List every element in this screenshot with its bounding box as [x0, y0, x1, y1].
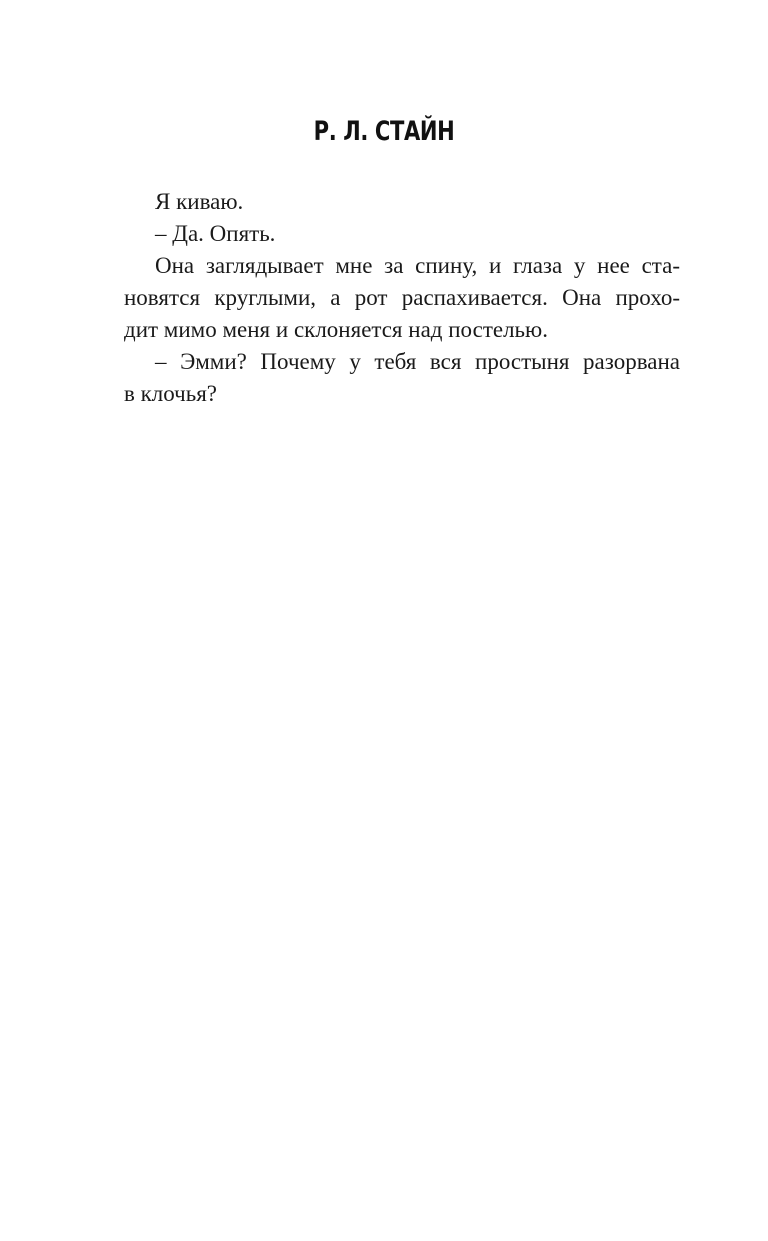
- text-line: Я киваю.: [155, 189, 244, 214]
- text-line: дит мимо меня и склоняется над постелью.: [124, 317, 548, 342]
- body-text: [124, 186, 680, 410]
- text-line: новятся круглыми, а рот распахивается. Она прохо-: [124, 285, 680, 310]
- text-line: Она заглядывает мне за спину, и глаза у нее ста-: [155, 253, 680, 278]
- text-line: в клочья?: [124, 381, 218, 406]
- text-line: – Эмми? Почему у тебя вся простыня разорвана: [155, 349, 680, 374]
- text-line: – Да. Опять.: [155, 221, 276, 246]
- running-head-author: Р. Л. СТАЙН: [313, 116, 455, 147]
